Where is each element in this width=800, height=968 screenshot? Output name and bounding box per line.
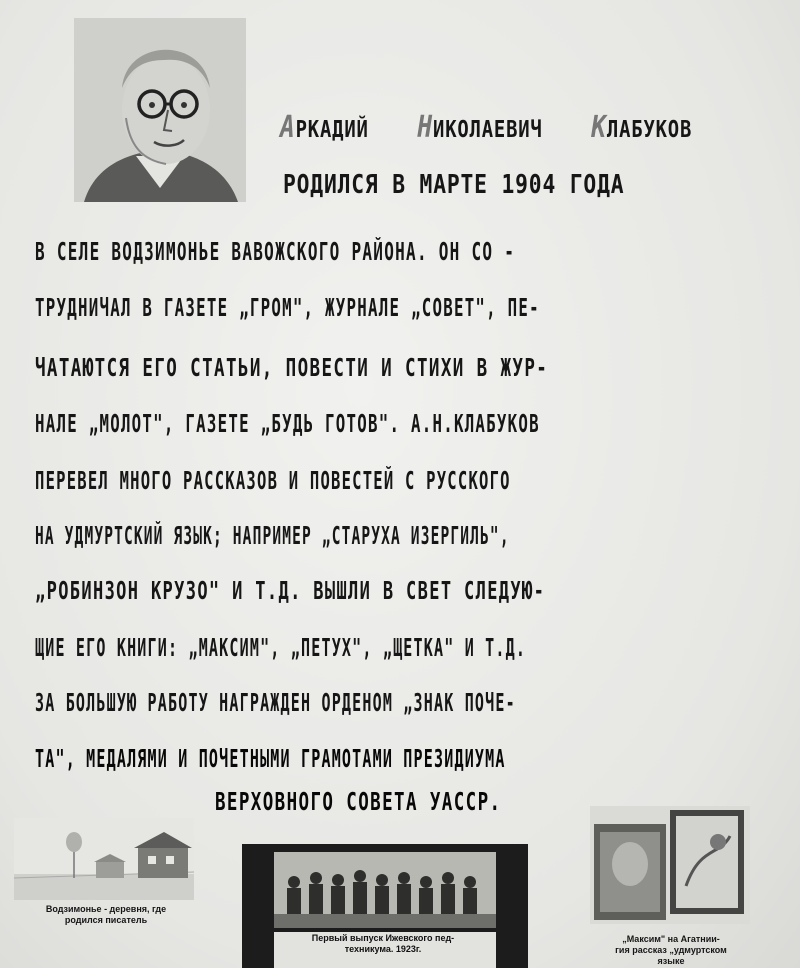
author-name-heading (280, 110, 693, 145)
body-line: ТА", МЕДАЛЯМИ И ПОЧЕТНЫМИ ГРАМОТАМИ ПРЕЗИДИУМА (35, 744, 506, 773)
name-rest-3: ЛАБУКОВ (606, 117, 693, 143)
books-caption (578, 934, 764, 967)
name-rest-1: РКАДИЙ (295, 117, 369, 143)
body-line: ЗА БОЛЬШУЮ РАБОТУ НАГРАЖДЕН ОРДЕНОМ „ЗНАК ПОЧЕ- (35, 688, 516, 717)
portrait-drawing (74, 18, 246, 202)
village-drawing (14, 818, 194, 900)
caption-line: Водзимонье - деревня, где (45, 904, 167, 914)
name-rest-2: ИКОЛАЕВИЧ (433, 117, 543, 143)
portrait-photo (74, 18, 246, 202)
caption-line: Первый выпуск Ижевского пед- (311, 933, 455, 943)
body-line: ЩИЕ ЕГО КНИГИ: „МАКСИМ", „ПЕТУХ", „ЩЕТКА" И Т.Д. (35, 633, 527, 662)
body-line: НА УДМУРТСКИЙ ЯЗЫК; НАПРИМЕР „СТАРУХА ИЗЕРГИЛЬ", (35, 521, 510, 550)
village-caption (16, 904, 196, 926)
books-photo (590, 806, 750, 924)
body-line: ТРУДНИЧАЛ В ГАЗЕТЕ „ГРОМ", ЖУРНАЛЕ „СОВЕТ", ПЕ- (35, 293, 540, 322)
body-line: ПЕРЕВЕЛ МНОГО РАССКАЗОВ И ПОВЕСТЕЙ С РУССКОГО (35, 466, 511, 495)
caption-line: „Максим" на Агатнии- (622, 934, 720, 944)
caption-line: родился писатель (64, 915, 148, 925)
name-initial-1: А (280, 110, 296, 145)
group-drawing (274, 852, 496, 928)
graduates-caption (272, 933, 494, 955)
books-drawing (590, 806, 750, 924)
caption-line: гия рассказ „удмуртском (615, 945, 727, 955)
body-line: ЧАТАЮТСЯ ЕГО СТАТЬИ, ПОВЕСТИ И СТИХИ В ЖУР- (35, 353, 549, 382)
body-line-last: ВЕРХОВНОГО СОВЕТА УАССР. (215, 787, 502, 816)
caption-line: техникума. 1923г. (344, 944, 422, 954)
body-line: В СЕЛЕ ВОДЗИМОНЬЕ ВАВОЖСКОГО РАЙОНА. ОН СО - (35, 237, 516, 266)
name-initial-3: К (591, 110, 607, 145)
body-line: „РОБИНЗОН КРУЗО" И Т.Д. ВЫШЛИ В СВЕТ СЛЕДУЮ- (35, 576, 546, 605)
body-line: НАЛЕ „МОЛОТ", ГАЗЕТЕ „БУДЬ ГОТОВ". А.Н.КЛАБУКОВ (35, 409, 540, 438)
village-photo (14, 818, 194, 900)
graduates-group-image (274, 852, 496, 928)
name-initial-2: Н (417, 110, 434, 145)
caption-line: языке (657, 956, 685, 966)
birth-line: РОДИЛСЯ В МАРТЕ 1904 ГОДА (283, 170, 625, 200)
